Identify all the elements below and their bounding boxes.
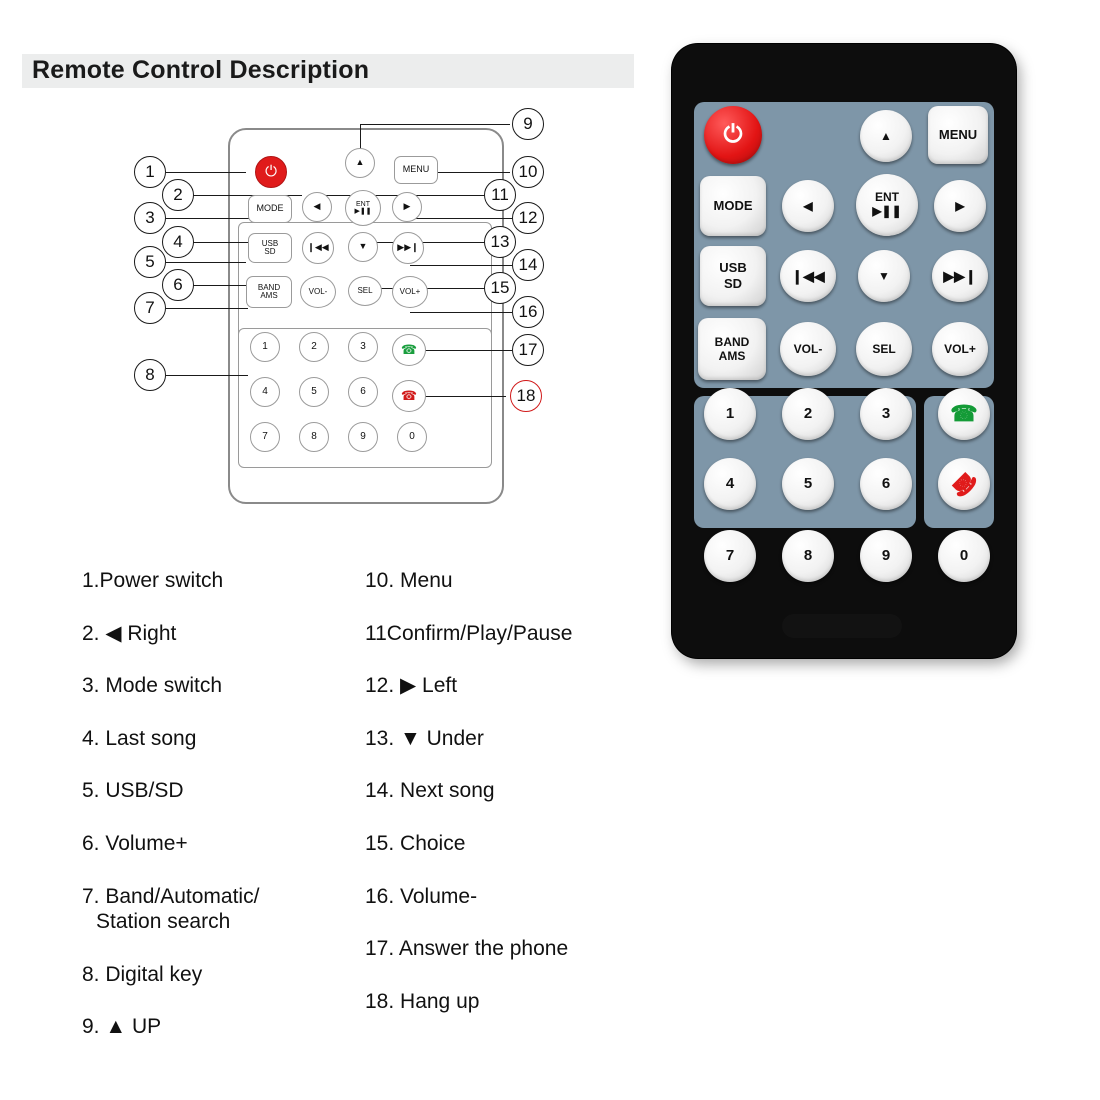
remote-control-photo — [672, 44, 1016, 658]
diagram-up-button[interactable]: ▲ — [345, 148, 375, 178]
legend-item-7 — [82, 884, 382, 935]
leader-7 — [166, 308, 248, 309]
diagram-key-5[interactable]: 5 — [299, 377, 329, 407]
callout-8: 8 — [134, 359, 166, 391]
remote-bottom-detail — [782, 614, 902, 638]
remote-key-3[interactable]: 3 — [860, 388, 912, 440]
remote-key-9[interactable]: 9 — [860, 530, 912, 582]
diagram-key-4[interactable]: 4 — [250, 377, 280, 407]
remote-answer-call-button[interactable]: ☎ — [938, 388, 990, 440]
remote-key-5[interactable]: 5 — [782, 458, 834, 510]
remote-menu-button[interactable]: MENU — [928, 106, 988, 164]
remote-usb-label: USB — [719, 260, 747, 276]
legend-item-14: 14. Next song — [365, 779, 495, 803]
remote-key-4[interactable]: 4 — [704, 458, 756, 510]
leader-4 — [192, 242, 254, 243]
diagram-mode-button[interactable]: MODE — [248, 195, 292, 223]
callout-17: 17 — [512, 334, 544, 366]
diagram-prev-button[interactable]: ❙◀◀ — [302, 232, 334, 264]
diagram-ent-button[interactable]: ENT ▶❚❚ — [345, 190, 381, 226]
callout-11: 11 — [484, 179, 516, 211]
legend-item-4: 4. Last song — [82, 726, 197, 750]
callout-9: 9 — [512, 108, 544, 140]
legend-item-18: 18. Hang up — [365, 989, 480, 1013]
diagram-key-9[interactable]: 9 — [348, 422, 378, 452]
legend-item-9: 9. ▲ UP — [82, 1015, 162, 1039]
remote-volume-up-button[interactable]: VOL+ — [932, 322, 988, 376]
legend-item-16: 16. Volume- — [365, 884, 478, 908]
remote-end-call-button[interactable]: ☎ — [938, 458, 990, 510]
legend-item-12: 12. ▶ Left — [365, 674, 458, 698]
callout-12: 12 — [512, 202, 544, 234]
legend-item-5: 5. USB/SD — [82, 779, 184, 803]
legend-item-6: 6. Volume+ — [82, 832, 188, 856]
remote-ams-label: AMS — [718, 349, 746, 363]
leader-1 — [166, 172, 246, 173]
legend-item-17: 17. Answer the phone — [365, 937, 569, 961]
diagram-volminus-button[interactable]: VOL- — [300, 276, 336, 308]
diagram-right-button[interactable]: ▶ — [392, 192, 422, 222]
remote-right-button[interactable]: ▶ — [934, 180, 986, 232]
remote-next-track-button[interactable]: ▶▶❙ — [932, 250, 988, 302]
leader-8 — [166, 375, 248, 376]
remote-sd-label: SD — [723, 276, 743, 291]
diagram-band-button[interactable]: BAND AMS — [246, 276, 292, 308]
remote-ent-play-pause-button[interactable] — [856, 174, 918, 236]
callout-5: 5 — [134, 246, 166, 278]
remote-diagram — [120, 100, 660, 520]
diagram-key-3[interactable]: 3 — [348, 332, 378, 362]
callout-15: 15 — [484, 272, 516, 304]
callout-3: 3 — [134, 202, 166, 234]
diagram-power-button[interactable]: ⏻ — [255, 156, 287, 188]
diagram-next-button[interactable]: ▶▶❙ — [392, 232, 424, 264]
diagram-key-2[interactable]: 2 — [299, 332, 329, 362]
diagram-usbsd-button[interactable]: USB SD — [248, 233, 292, 263]
remote-key-1[interactable]: 1 — [704, 388, 756, 440]
remote-key-8[interactable]: 8 — [782, 530, 834, 582]
leader-16 — [410, 312, 512, 313]
diagram-key-7[interactable]: 7 — [250, 422, 280, 452]
callout-14: 14 — [512, 249, 544, 281]
callout-4: 4 — [162, 226, 194, 258]
remote-key-2[interactable]: 2 — [782, 388, 834, 440]
callout-2: 2 — [162, 179, 194, 211]
remote-play-pause-icon: ▶❚❚ — [872, 204, 902, 218]
remote-power-button[interactable]: ⏻ — [704, 106, 762, 164]
diagram-sel-button[interactable]: SEL — [348, 276, 382, 306]
diagram-key-8[interactable]: 8 — [299, 422, 329, 452]
callout-7: 7 — [134, 292, 166, 324]
callout-13: 13 — [484, 226, 516, 258]
diagram-menu-button[interactable]: MENU — [394, 156, 438, 184]
legend-item-7-line1: 7. Band/Automatic/ — [82, 884, 260, 908]
callout-18: 18 — [510, 380, 542, 412]
remote-left-button[interactable]: ◀ — [782, 180, 834, 232]
remote-usb-sd-button[interactable] — [700, 246, 766, 306]
diagram-left-button[interactable]: ◀ — [302, 192, 332, 222]
callout-16: 16 — [512, 296, 544, 328]
legend-item-1: 1.Power switch — [82, 569, 224, 592]
legend-item-3: 3. Mode switch — [82, 674, 223, 698]
diagram-key-1[interactable]: 1 — [250, 332, 280, 362]
remote-down-button[interactable]: ▼ — [858, 250, 910, 302]
remote-mode-button[interactable]: MODE — [700, 176, 766, 236]
legend-item-15: 15. Choice — [365, 832, 466, 856]
leader-14 — [410, 265, 512, 266]
legend-item-11: 11Confirm/Play/Pause — [365, 621, 573, 645]
diagram-key-6[interactable]: 6 — [348, 377, 378, 407]
remote-band-label: BAND — [714, 334, 750, 349]
remote-key-7[interactable]: 7 — [704, 530, 756, 582]
legend-item-10: 10. Menu — [365, 569, 453, 592]
leader-9b — [360, 124, 510, 125]
remote-up-button[interactable]: ▲ — [860, 110, 912, 162]
remote-band-ams-button[interactable] — [698, 318, 766, 380]
legend-item-2: 2. ◀ Right — [82, 621, 177, 645]
callout-10: 10 — [512, 156, 544, 188]
legend-item-7-line2: Station search — [96, 910, 231, 934]
remote-sel-button[interactable]: SEL — [856, 322, 912, 376]
legend-column-right — [365, 568, 685, 1041]
legend-item-8: 8. Digital key — [82, 962, 203, 986]
legend-item-13: 13. ▼ Under — [365, 726, 484, 750]
diagram-answer-phone-button[interactable]: ☎ — [392, 334, 426, 366]
remote-volume-down-button[interactable]: VOL- — [780, 322, 836, 376]
diagram-volplus-button[interactable]: VOL+ — [392, 276, 428, 308]
callout-6: 6 — [162, 269, 194, 301]
remote-key-0[interactable]: 0 — [938, 530, 990, 582]
diagram-down-button[interactable]: ▼ — [348, 232, 378, 262]
legend-column-left — [82, 568, 382, 1067]
diagram-hangup-button[interactable]: ☎ — [392, 380, 426, 412]
callout-1: 1 — [134, 156, 166, 188]
remote-key-6[interactable]: 6 — [860, 458, 912, 510]
leader-3 — [166, 218, 250, 219]
leader-6 — [192, 285, 254, 286]
diagram-key-0[interactable]: 0 — [397, 422, 427, 452]
remote-ent-label: ENT — [875, 190, 899, 205]
leader-5 — [166, 262, 246, 263]
page-title: Remote Control Description — [32, 56, 370, 84]
remote-previous-track-button[interactable]: ❙◀◀ — [780, 250, 836, 302]
